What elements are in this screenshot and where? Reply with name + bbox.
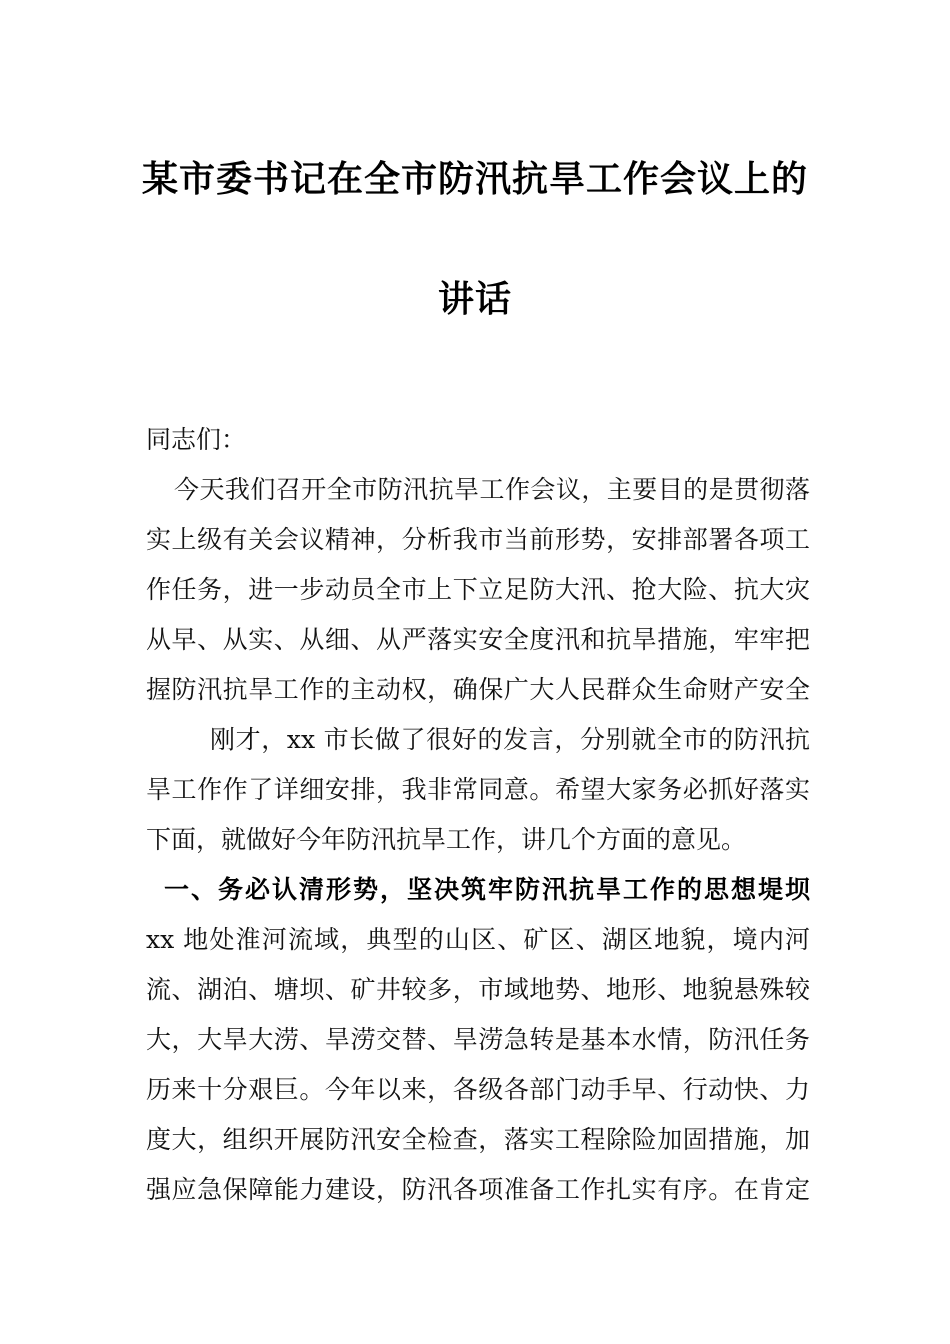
paragraph-line: 历来十分艰巨。今年以来，各级各部门动手早、行动快、力	[146, 1075, 810, 1104]
paragraph-line: 作任务，进一步动员全市上下立足防大汛、抢大险、抗大灾	[146, 575, 810, 604]
paragraph-line: 今天我们召开全市防汛抗旱工作会议，主要目的是贯彻落	[174, 475, 810, 504]
paragraph-line: 握防汛抗旱工作的主动权，确保广大人民群众生命财产安全	[146, 675, 810, 704]
document-title-line-2: 讲话	[437, 279, 512, 320]
paragraph-line: xx 地处淮河流域，典型的山区、矿区、湖区地貌，境内河	[146, 925, 810, 954]
paragraph-line: 大，大旱大涝、旱涝交替、旱涝急转是基本水情，防汛任务	[146, 1025, 810, 1054]
paragraph-line: 从早、从实、从细、从严落实安全度汛和抗旱措施，牢牢把	[146, 625, 810, 654]
paragraph-line: 刚才，xx 市长做了很好的发言，分别就全市的防汛抗	[210, 725, 810, 754]
paragraph-line: 下面，就做好今年防汛抗旱工作，讲几个方面的意见。	[146, 825, 747, 854]
salutation: 同志们：	[146, 425, 247, 454]
paragraph-line: 实上级有关会议精神，分析我市当前形势，安排部署各项工	[146, 525, 810, 554]
paragraph-line: 强应急保障能力建设，防汛各项准备工作扎实有序。在肯定	[146, 1175, 810, 1204]
document-title-line-1: 某市委书记在全市防汛抗旱工作会议上的	[141, 159, 808, 200]
paragraph-line: 流、湖泊、塘坝、矿井较多，市域地势、地形、地貌悬殊较	[146, 975, 810, 1004]
section-heading: 一、务必认清形势，坚决筑牢防汛抗旱工作的思想堤坝	[164, 875, 810, 904]
paragraph-line: 度大，组织开展防汛安全检查，落实工程除险加固措施，加	[146, 1125, 810, 1154]
paragraph-line: 旱工作作了详细安排，我非常同意。希望大家务必抓好落实	[146, 775, 810, 804]
